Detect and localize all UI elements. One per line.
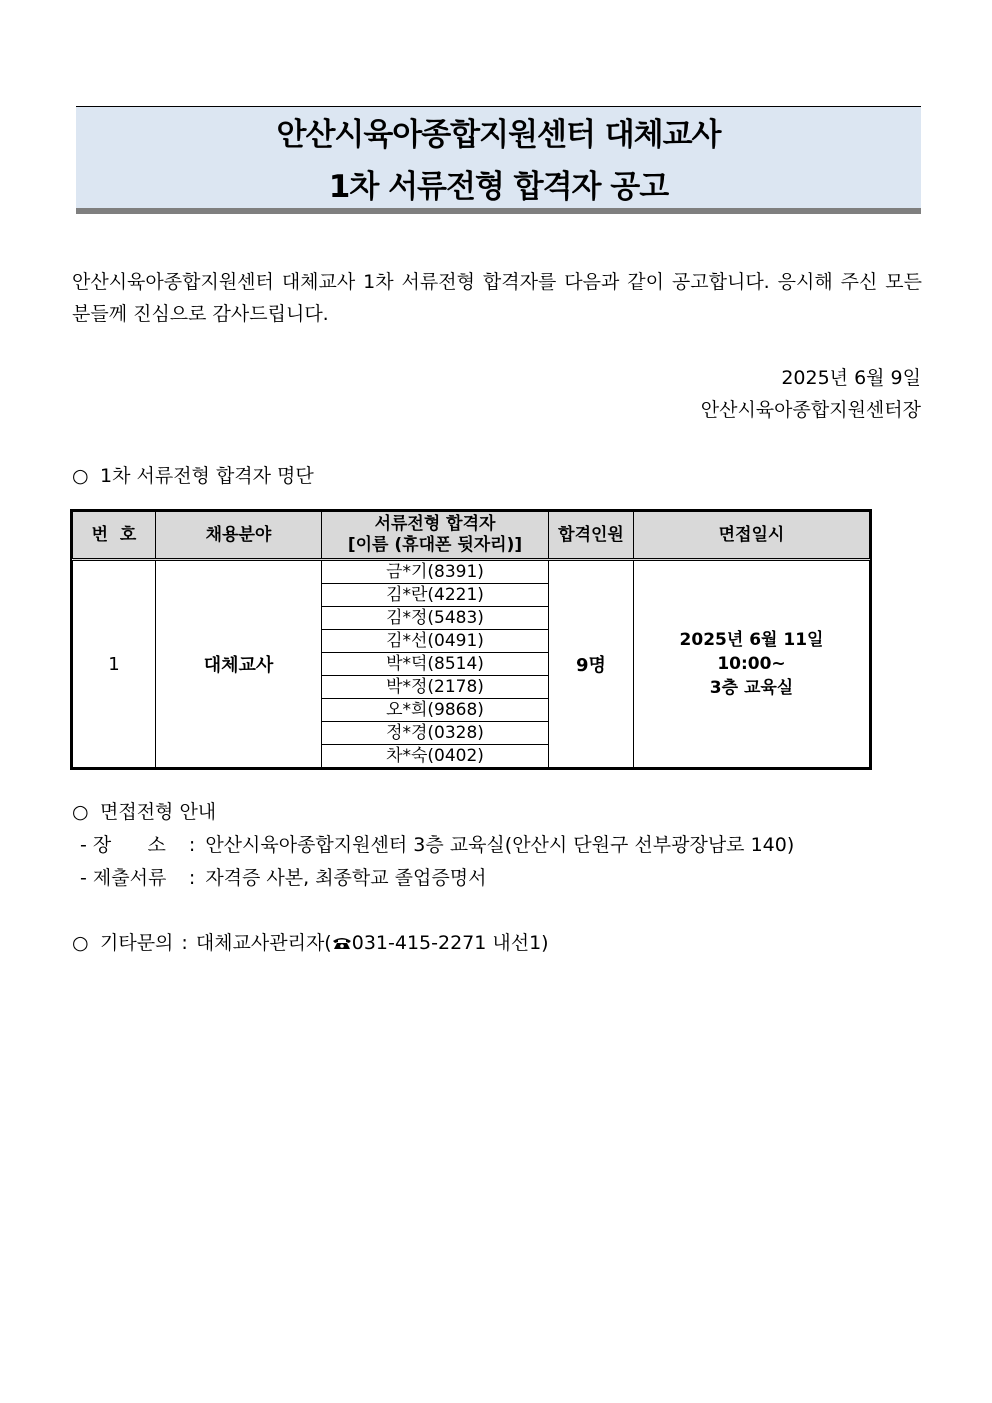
cell-field: 대체교사 <box>156 560 322 768</box>
interview-time: 10:00~ <box>717 654 786 674</box>
section-heading-list <box>72 461 314 491</box>
documents-value: 자격증 사본, 최종학교 졸업증명서 <box>205 867 487 889</box>
location-value: 안산시육아종합지원센터 3층 교육실(안산시 단원구 선부광장남로 140) <box>205 834 795 856</box>
passer-name: 금*기(8391) <box>322 560 549 584</box>
telephone-icon <box>332 934 352 954</box>
header-interview: 면접일시 <box>634 512 870 560</box>
intro-paragraph: 안산시육아종합지원센터 대체교사 1차 서류전형 합격자를 다음과 같이 공고합니다. 응시해 주신 모든 분들께 진심으로 감사드립니다. <box>72 271 922 325</box>
dash: - <box>80 867 87 889</box>
interview-documents-item <box>80 863 486 893</box>
title-line-2: 1차 서류전형 합격자 공고 <box>328 169 669 205</box>
title-box <box>76 106 921 214</box>
contact-label: 기타문의 <box>100 932 174 954</box>
circle-bullet-icon: ○ <box>72 932 89 954</box>
passer-table <box>72 511 870 768</box>
header-passers <box>322 512 549 560</box>
colon: : <box>181 932 188 954</box>
header-count: 합격인원 <box>549 512 634 560</box>
section-title: 면접전형 안내 <box>100 801 217 823</box>
passer-name: 차*숙(0402) <box>322 745 549 768</box>
cell-no: 1 <box>73 560 156 768</box>
passer-name: 김*정(5483) <box>322 607 549 630</box>
passer-name: 김*란(4221) <box>322 584 549 607</box>
title-line-1: 안산시육아종합지원센터 대체교사 <box>276 117 721 153</box>
header-passers-line2: [이름 (휴대폰 뒷자리)] <box>347 535 523 555</box>
section-heading-interview <box>72 797 216 827</box>
header-no: 번 호 <box>73 512 156 560</box>
circle-bullet-icon: ○ <box>72 465 89 487</box>
dash: - <box>80 834 87 856</box>
interview-location-item <box>80 830 794 860</box>
colon: : <box>188 834 196 856</box>
contact-phone: 031-415-2271 내선1) <box>351 932 549 954</box>
interview-room: 3층 교육실 <box>709 678 794 698</box>
passer-name: 정*경(0328) <box>322 722 549 745</box>
passer-name: 박*덕(8514) <box>322 653 549 676</box>
passer-name: 오*희(9868) <box>322 699 549 722</box>
documents-label: 제출서류 <box>92 867 167 889</box>
header-field: 채용분야 <box>156 512 322 560</box>
contact-name: 대체교사관리자( <box>195 932 332 954</box>
table-row <box>73 560 870 584</box>
section-contact <box>72 928 549 959</box>
circle-bullet-icon: ○ <box>72 801 89 823</box>
cell-interview <box>634 560 870 768</box>
passer-name: 김*선(0491) <box>322 630 549 653</box>
colon: : <box>188 867 196 889</box>
interview-date: 2025년 6월 11일 <box>679 630 824 650</box>
issuer: 안산시육아종합지원센터장 <box>700 399 921 421</box>
header-passers-line1: 서류전형 합격자 <box>374 514 496 534</box>
location-label: 장 소 <box>92 834 166 856</box>
passer-name: 박*정(2178) <box>322 676 549 699</box>
section-title: 1차 서류전형 합격자 명단 <box>100 465 314 487</box>
table-header-row <box>73 512 870 560</box>
announcement-date: 2025년 6월 9일 <box>781 367 921 389</box>
cell-count: 9명 <box>549 560 634 768</box>
